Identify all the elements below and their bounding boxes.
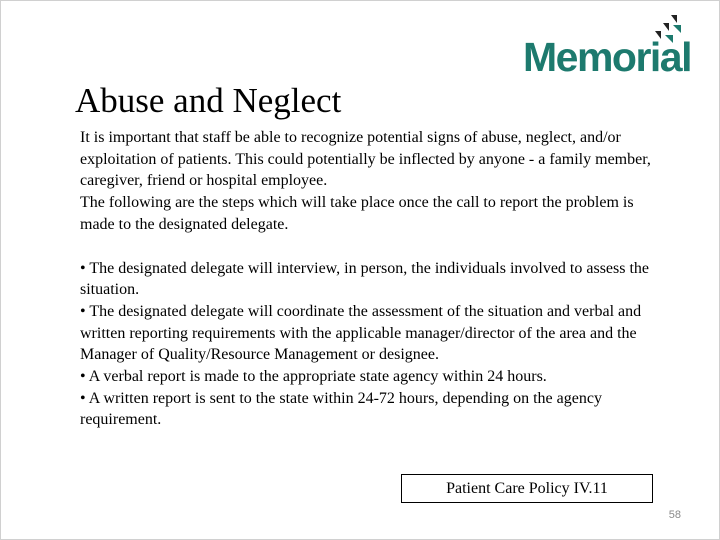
intro-paragraph: It is important that staff be able to recognize potential signs of abuse, neglect, and/or exploitation of patients. This could potentially be inflected by anyone - a family member, caregiver, friend or hospital employee. <box>80 129 651 190</box>
bullet-item: • The designated delegate will interview, in person, the individuals involved to assess the situation. <box>80 259 650 299</box>
slide-body <box>80 127 660 431</box>
logo-wordmark: Memorial <box>523 34 691 80</box>
bullet-item: • The designated delegate will coordinate the assessment of the situation and verbal and written reporting requirements with the applicable manager/director of the area and the Manager of Quality/Resource Management or designee. <box>80 302 642 364</box>
policy-reference-box: Patient Care Policy IV.11 <box>401 474 653 503</box>
page-number: 58 <box>668 509 681 521</box>
memorial-logo <box>521 15 693 80</box>
bullet-item: • A verbal report is made to the appropriate state agency within 24 hours. <box>80 368 547 386</box>
bullet-item: • A written report is sent to the state within 24-72 hours, depending on the agency requirement. <box>80 389 602 429</box>
spacer <box>80 236 660 258</box>
slide-title: Abuse and Neglect <box>75 81 342 120</box>
steps-intro: The following are the steps which will take place once the call to report the problem is made to the designated delegate. <box>80 194 634 233</box>
